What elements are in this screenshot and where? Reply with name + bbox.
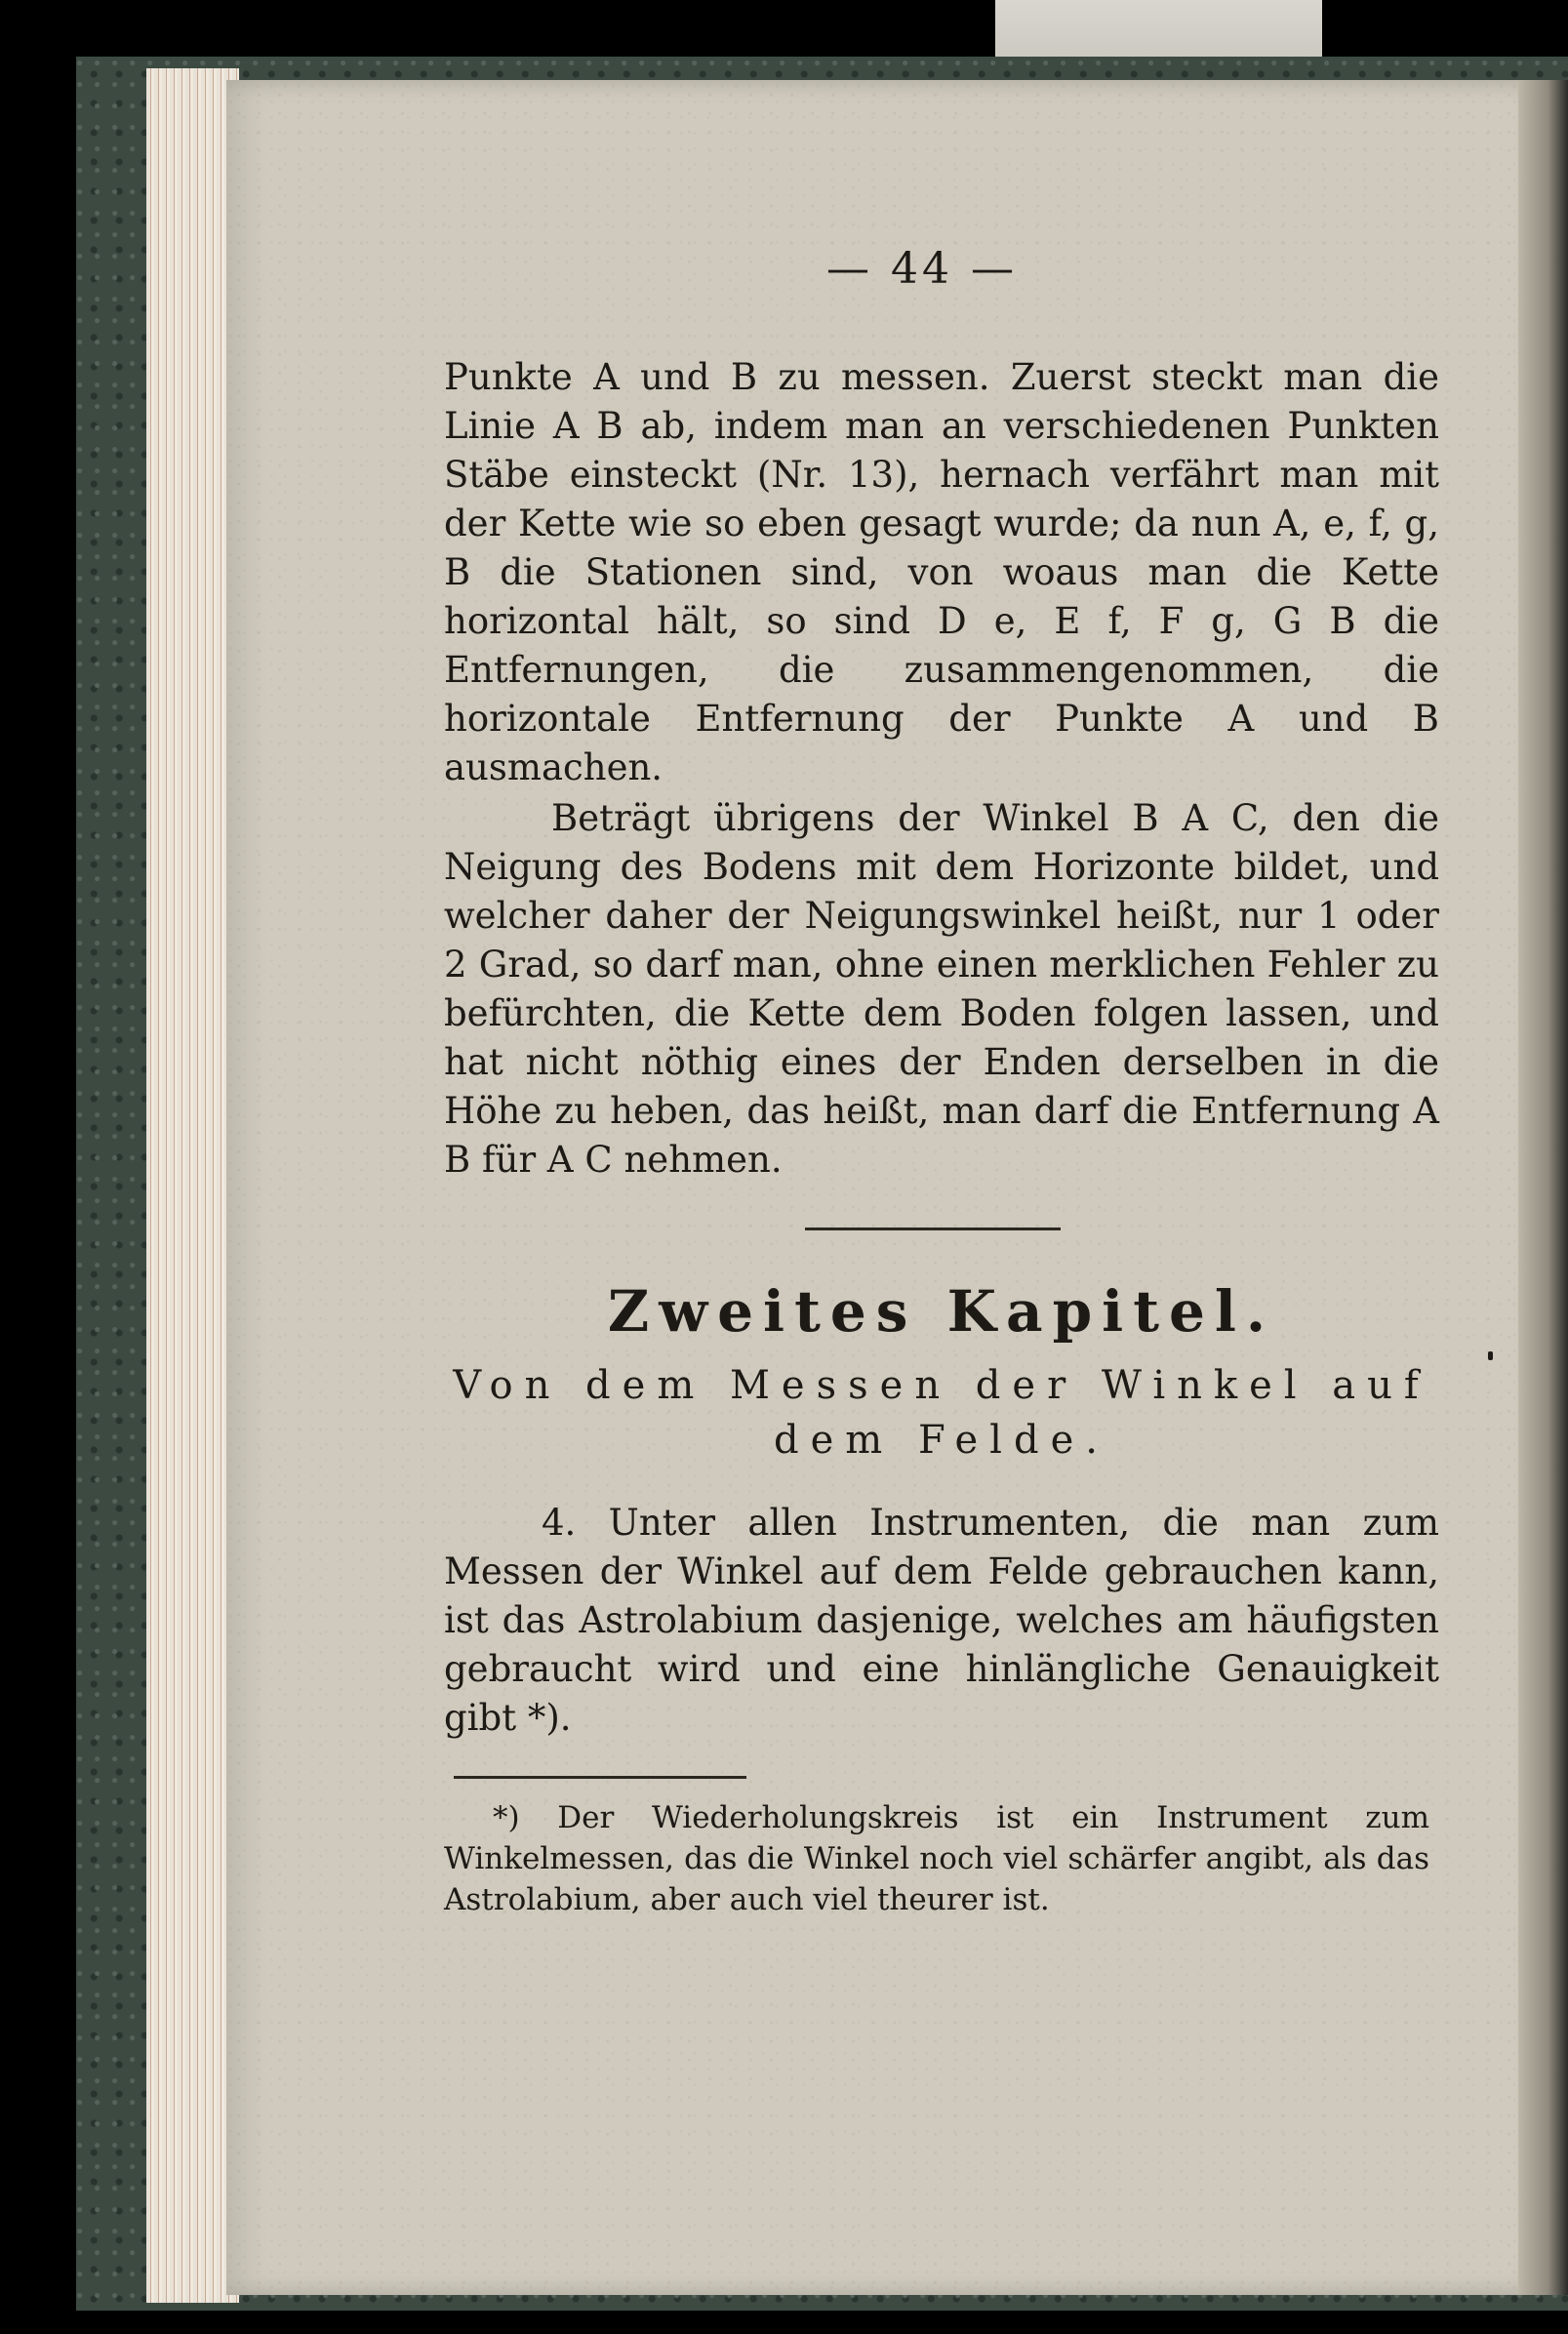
chapter-subtitle: Von dem Messen der Winkel auf dem Felde.: [453, 1363, 1430, 1463]
paragraph-astrolabium: 4. Unter allen Instrumenten, die man zum Messen der Winkel auf dem Felde gebrauchen kann, ist das Astrolabium dasjenige, welches am häufigsten gebraucht wird und eine hinlängliche Genauigkeit gibt *).: [444, 1502, 1439, 1739]
page-edges: [146, 68, 239, 2303]
chapter-title: Zweites Kapitel.: [607, 1278, 1276, 1345]
ink-speck: [1488, 1351, 1493, 1360]
section-divider: [805, 1227, 1061, 1230]
paragraph-inclination: Beträgt übrigens der Winkel B A C, den die Neigung des Bodens mit dem Horizonte bildet, und welcher daher der Neigungswinkel heißt, nur 1 oder 2 Grad, so darf man, ohne einen merklichen Fehler zu befürchten, die Kette dem Boden folgen lassen, und hat nicht nöthig eines der Enden derselben in die Höhe zu heben, das heißt, man darf die Entfernung A B für A C nehmen.: [444, 797, 1439, 1181]
paragraph-continued: Punkte A und B zu messen. Zuerst steckt man die Linie A B ab, indem man an verschiedenen Punkten Stäbe einsteckt (Nr. 13), hernach verfährt man mit der Kette wie so eben gesagt wurde; da nun A, e, f, g, B die Stationen sind, von woaus man die Kette horizontal hält, so sind D e, E f, F g, G B die Entfernungen, die zusammengenommen, die horizontale Entfernung der Punkte A und B ausmachen.: [444, 356, 1439, 788]
page-gutter-shadow: [1518, 80, 1568, 2295]
footnote: *) Der Wiederholungskreis ist ein Instrument zum Winkelmessen, das die Winkel noch viel schärfer angibt, als das Astrolabium, aber auch viel theurer ist.: [444, 1800, 1429, 1917]
page-number: — 44 —: [826, 244, 1018, 294]
footnote-rule: [454, 1776, 746, 1779]
